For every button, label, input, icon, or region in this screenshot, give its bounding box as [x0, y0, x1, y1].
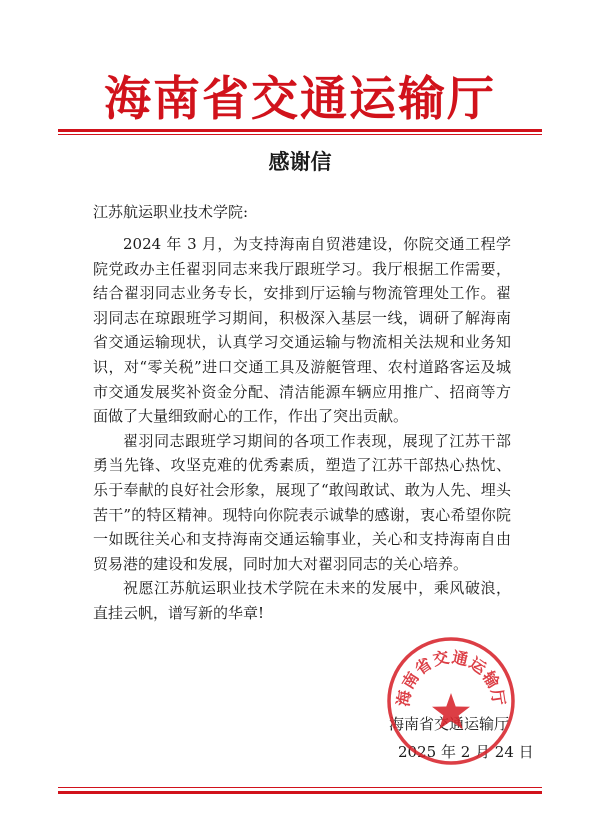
- letterhead-title: 海南省交通运输厅: [104, 72, 496, 127]
- seal-star-icon: [432, 693, 470, 729]
- footer-rule-thick: [58, 791, 542, 794]
- letterhead-rule-thick: [58, 129, 542, 132]
- document-title: 感谢信: [268, 150, 332, 174]
- paragraph-3: 祝愿江苏航运职业技术学院在未来的发展中，乘风破浪，直挂云帆，谱写新的华章!: [93, 579, 511, 622]
- letter-body: [93, 232, 511, 626]
- recipient: 江苏航运职业技术学院:: [93, 203, 249, 221]
- letterhead-rule-thin: [58, 134, 542, 135]
- svg-text:海南省交通运输厅: 海南省交通运输厅: [393, 647, 509, 708]
- paragraph-1: 2024 年 3 月，为支持海南自贸港建设，你院交通工程学院党政办主任翟羽同志来我厅跟班学习。我厅根据工作需要，结合翟羽同志业务专长，安排到厅运输与物流管理处工作。翟羽同志在琼跟班学习期间，积极深入基层一线，调研了解海南省交通运输现状，认真学习交通运输与物流相关法规和业务知识，对“零关税”进口交通工具及游艇管理、农村道路客运及城市交通发展奖补资金分配、清洁能源车辆应用推广、招商等方面做了大量细致耐心的工作，作出了突出贡献。: [93, 235, 511, 426]
- paragraph-2: 翟羽同志跟班学习期间的各项工作表现，展现了江苏干部勇当先锋、攻坚克难的优秀素质，塑造了江苏干部热心热忱、乐于奉献的良好社会形象，展现了“敢闯敢试、敢为人先、埋头苦干”的特区精神。现特向你院表示诚挚的感谢，衷心希望你院一如既往关心和支持海南交通运输事业，关心和支持海南自由贸易港的建设和发展，同时加大对翟羽同志的关心培养。: [93, 431, 511, 573]
- signature-date: 2025 年 2 月 24 日: [398, 743, 534, 761]
- footer-rule-thin: [58, 787, 542, 788]
- official-seal: [385, 635, 517, 767]
- signature-organization: 海南省交通运输厅: [389, 715, 510, 733]
